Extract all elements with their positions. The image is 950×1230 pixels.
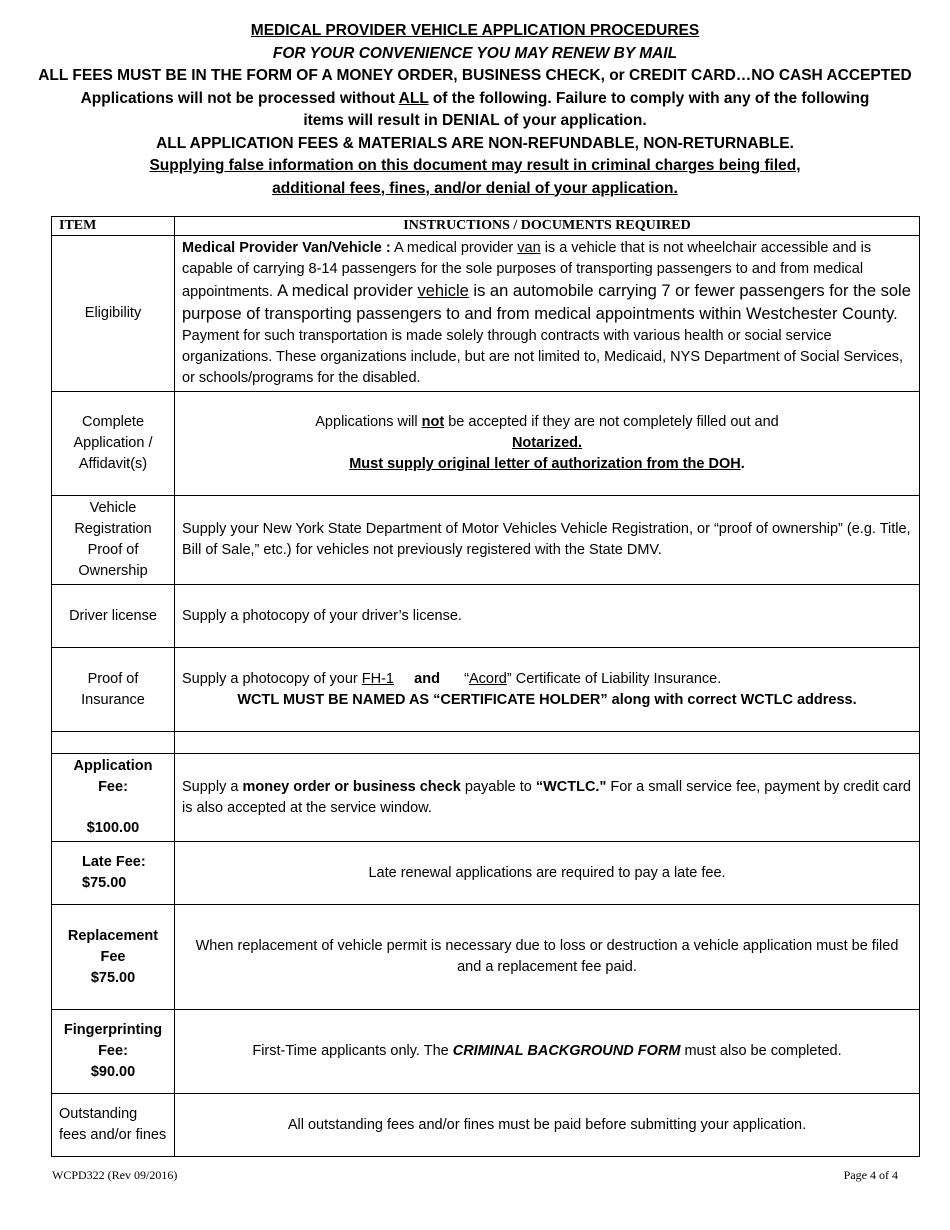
processing-notice: Applications will not be processed without ALL of the following. Failure to comply with any of the following xyxy=(80,89,870,107)
table-row xyxy=(52,732,920,754)
renew-by-mail-notice: FOR YOUR CONVENIENCE YOU MAY RENEW BY MAIL xyxy=(272,44,678,62)
table-row xyxy=(52,648,920,732)
item-registration: Vehicle Registration Proof of Ownership xyxy=(52,496,175,585)
table-row xyxy=(52,236,920,392)
empty-cell xyxy=(52,732,175,754)
table-row xyxy=(52,496,920,585)
item-insurance: Proof of Insurance xyxy=(52,648,175,732)
item-application-fee: Application Fee: $100.00 xyxy=(52,754,175,842)
item-driver-license: Driver license xyxy=(52,585,175,648)
item-application: Complete Application / Affidavit(s) xyxy=(52,392,175,496)
table-row xyxy=(52,1094,920,1157)
insurance-instructions: Supply a photocopy of your FH-1 and “Acord” Certificate of Liability Insurance. WCTL MUST BE NAMED AS “CERTIFICATE HOLDER” along with correct WCTLC address. xyxy=(175,648,920,732)
item-replacement-fee: Replacement Fee $75.00 xyxy=(52,905,175,1010)
fingerprinting-instructions: First-Time applicants only. The CRIMINAL BACKGROUND FORM must also be completed. xyxy=(175,1010,920,1094)
application-fee-instructions: Supply a money order or business check payable to “WCTLC." For a small service fee, payment by credit card is also accepted at the service window. xyxy=(175,754,920,842)
table-row xyxy=(52,392,920,496)
replacement-fee-instructions: When replacement of vehicle permit is necessary due to loss or destruction a vehicle application must be filed and a replacement fee paid. xyxy=(175,905,920,1010)
page-title: MEDICAL PROVIDER VEHICLE APPLICATION PROCEDURES xyxy=(250,22,700,39)
column-header-item: ITEM xyxy=(52,217,175,236)
license-instructions: Supply a photocopy of your driver’s license. xyxy=(175,585,920,648)
table-header-row xyxy=(52,217,920,236)
table-row xyxy=(52,905,920,1010)
procedures-table xyxy=(51,216,920,1157)
false-info-warning: Supplying false information on this document may result in criminal charges being filed, xyxy=(149,157,801,174)
document-header xyxy=(0,20,950,200)
table-row xyxy=(52,1010,920,1094)
column-header-instructions: INSTRUCTIONS / DOCUMENTS REQUIRED xyxy=(175,217,920,236)
item-outstanding-fees: Outstanding fees and/or fines xyxy=(52,1094,175,1157)
fees-notice: ALL FEES MUST BE IN THE FORM OF A MONEY ORDER, BUSINESS CHECK, or CREDIT CARD…NO CASH ACCEPTED xyxy=(38,67,912,84)
empty-cell xyxy=(175,732,920,754)
page-number: Page 4 of 4 xyxy=(843,1168,898,1182)
denial-notice: items will result in DENIAL of your application. xyxy=(303,112,647,129)
application-instructions: Applications will not be accepted if they are not completely filled out and Notarized. Must supply original letter of authorization from the DOH. xyxy=(175,392,920,496)
late-fee-instructions: Late renewal applications are required to pay a late fee. xyxy=(175,842,920,905)
replacement-fee-amount: $75.00 xyxy=(90,969,136,986)
form-id: WCPD322 (Rev 09/2016) xyxy=(52,1168,178,1182)
late-fee-amount: $75.00 xyxy=(82,875,127,891)
outstanding-instructions: All outstanding fees and/or fines must be paid before submitting your application. xyxy=(175,1094,920,1157)
table-row xyxy=(52,754,920,842)
fingerprinting-fee-amount: $90.00 xyxy=(90,1064,136,1080)
application-fee-amount: $100.00 xyxy=(86,820,140,836)
false-info-warning-cont: additional fees, fines, and/or denial of your application. xyxy=(272,179,678,197)
item-fingerprinting-fee: Fingerprinting Fee: $90.00 xyxy=(52,1010,175,1094)
table-row xyxy=(52,585,920,648)
registration-instructions: Supply your New York State Department of Motor Vehicles Vehicle Registration, or “proof of ownership” (e.g. Title, Bill of Sale,” etc.) for vehicles not previously registered with the State DMV. xyxy=(175,496,920,585)
item-eligibility: Eligibility xyxy=(52,236,175,392)
table-row xyxy=(52,842,920,905)
item-late-fee: Late Fee: $75.00 xyxy=(52,842,175,905)
eligibility-instructions: Medical Provider Van/Vehicle : A medical provider van is a vehicle that is not wheelchair accessible and is capable of carrying 8-14 passengers for the sole purposes of transporting passengers to and from medical appointments. A medical provider vehicle is an automobile carrying 7 or fewer passengers for the sole purpose of transporting passengers to and from medical appointments within Westchester County. Payment for such transportation is made solely through contracts with various health or social service organizations. These organizations include, but are not limited to, Medicaid, NYS Department of Social Services, or schools/programs for the disabled. xyxy=(175,236,920,392)
non-refundable-notice: ALL APPLICATION FEES & MATERIALS ARE NON-REFUNDABLE, NON-RETURNABLE. xyxy=(156,134,794,152)
